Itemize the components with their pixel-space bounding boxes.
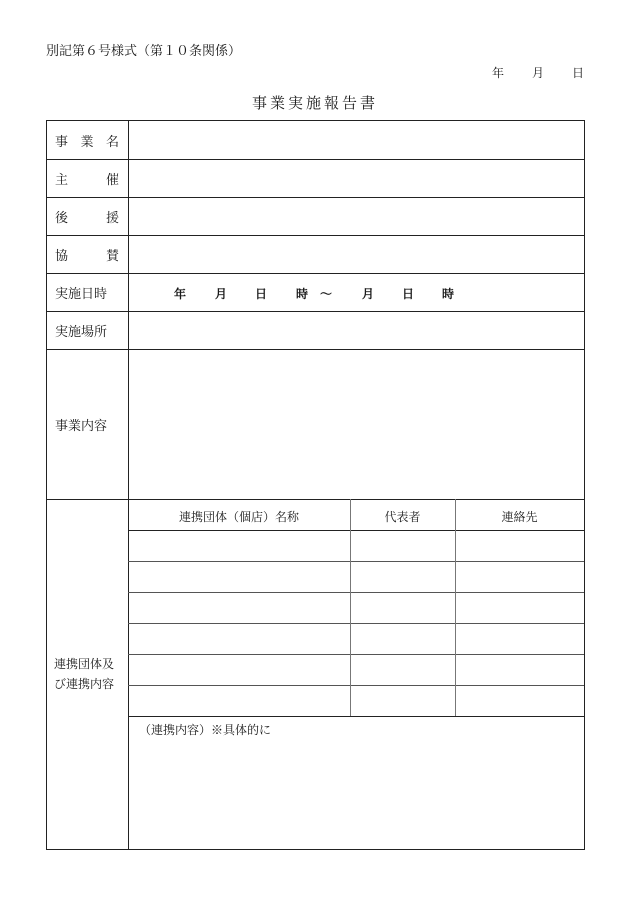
label-content: 事業内容 xyxy=(55,418,108,434)
row-divider xyxy=(47,499,584,500)
datetime-day: 日 xyxy=(255,287,268,301)
document-title: 事業実施報告書 xyxy=(251,94,378,112)
subtable-column-divider xyxy=(350,499,351,716)
subtable-divider xyxy=(128,623,584,624)
date-month: 月 xyxy=(532,66,545,80)
subtable-divider xyxy=(128,530,584,531)
datetime-hour-end: 時 xyxy=(442,287,455,301)
label-support: 後 援 xyxy=(55,210,119,226)
subtable-column-divider xyxy=(455,499,456,716)
column-header-contact: 連絡先 xyxy=(501,510,538,524)
column-header-name: 連携団体（個店）名称 xyxy=(178,510,299,524)
datetime-tilde: ～ xyxy=(320,287,333,301)
datetime-month-end: 月 xyxy=(362,287,375,301)
column-header-representative: 代表者 xyxy=(384,510,421,524)
label-sponsor: 協 賛 xyxy=(55,248,119,264)
datetime-day-end: 日 xyxy=(402,287,415,301)
label-place: 実施場所 xyxy=(55,324,108,340)
date-year: 年 xyxy=(492,66,505,80)
label-cooperation: 連携団体及 び連携内容 xyxy=(54,657,115,691)
datetime-hour: 時 xyxy=(296,287,309,301)
subtable-divider xyxy=(128,592,584,593)
datetime-year: 年 xyxy=(174,287,187,301)
subtable-divider xyxy=(128,716,584,717)
form-reference: 別記第６号様式（第１０条関係） xyxy=(46,44,242,59)
subtable-divider xyxy=(128,685,584,686)
label-host: 主 催 xyxy=(55,172,119,188)
subtable-divider xyxy=(128,654,584,655)
report-form-table xyxy=(46,120,585,850)
subtable-divider xyxy=(128,561,584,562)
cooperation-content-note: （連携内容）※具体的に xyxy=(139,723,272,737)
label-project-name: 事 業 名 xyxy=(55,134,119,150)
datetime-month: 月 xyxy=(215,287,228,301)
label-datetime: 実施日時 xyxy=(55,286,108,302)
date-day: 日 xyxy=(572,66,585,80)
